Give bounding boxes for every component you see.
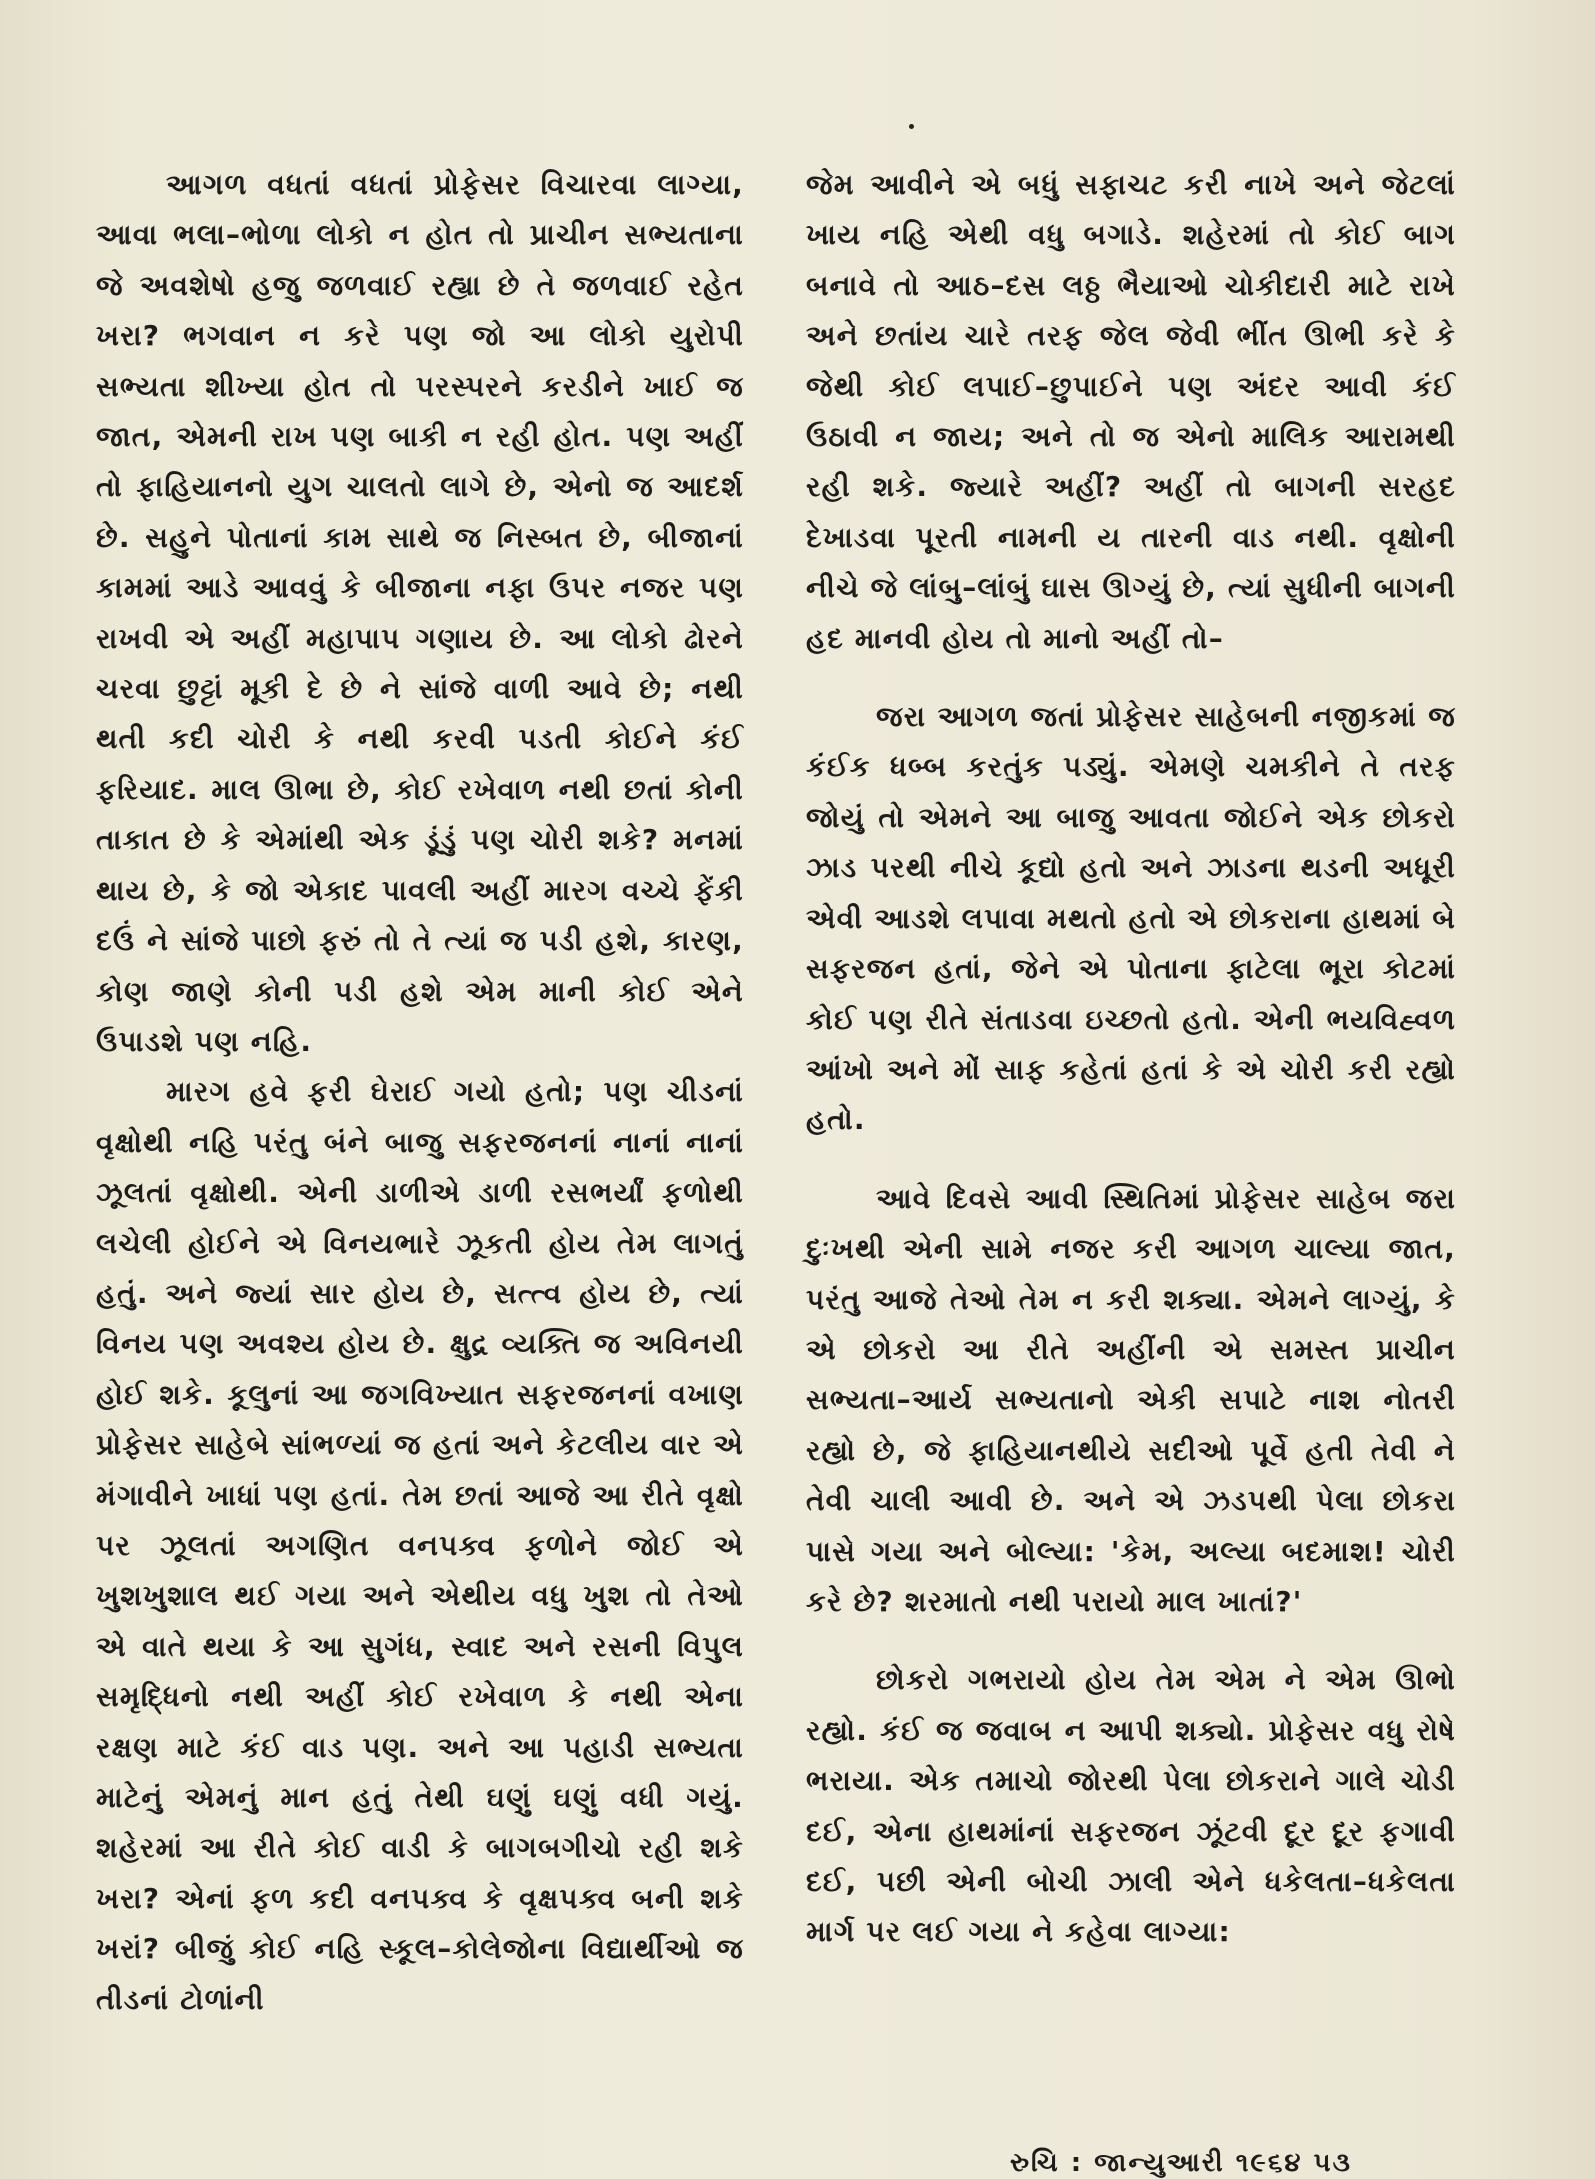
paragraph: આવે દિવસે આવી સ્થિતિમાં પ્રોફેસર સાહેબ જરા દુઃખથી એની સામે નજર કરી આગળ ચાલ્યા જાત, પરંતુ આજે તેઓ તેમ ન કરી શક્યા. એમને લાગ્યું, કે એ છોકરો આ રીતે અહીંની એ સમસ્ત પ્રાચીન સભ્યતા–આર્ય સભ્યતાનો એકી સપાટે નાશ નોતરી રહ્યો છે, જે ફાહિયાનથીયે સદીઓ પૂર્વે હતી તેવી ને તેવી ચાલી આવી છે. અને એ ઝડપથી પેલા છોકરા પાસે ગયા અને બોલ્યા: 'કેમ, અલ્યા બદમાશ! ચોરી કરે છે? શરમાતો નથી પરાયો માલ ખાતાં?' [806, 1181, 1456, 1618]
paragraph: મારગ હવે ફરી ઘેરાઈ ગયો હતો; પણ ચીડનાં વૃક્ષોથી નહિ પરંતુ બંને બાજુ સફરજનનાં નાનાં નાનાં ઝૂલતાં વૃક્ષોથી. એની ડાળીએ ડાળી રસભર્યાં ફળોથી લચેલી હોઈને એ વિનયભારે ઝૂકતી હોય તેમ લાગતું હતું. અને જ્યાં સાર હોય છે, સત્ત્વ હોય છે, ત્યાં વિનય પણ અવશ્ય હોય છે. ક્ષુદ્ર વ્યક્તિ જ અવિનયી હોઈ શકે. કૂલુનાં આ જગવિખ્યાત સફરજનનાં વખાણ પ્રોફેસર સાહેબે સાંભળ્યાં જ હતાં અને કેટલીય વાર એ મંગાવીને ખાધાં પણ હતાં. તેમ છતાં આજે આ રીતે વૃક્ષો પર ઝૂલતાં અગણિત વનપક્વ ફળોને જોઈ એ ખુશખુશાલ થઈ ગયા અને એથીય વધુ ખુશ તો તેઓ એ વાતે થયા કે આ સુગંધ, સ્વાદ અને રસની વિપુલ સમૃદ્ધિનો નથી અહીં કોઈ રખેવાળ કે નથી એના રક્ષણ માટે કંઈ વાડ પણ. અને આ પહાડી સભ્યતા માટેનું એમનું માન હતું તેથી ઘણું ઘણું વધી ગયું. શહેરમાં આ રીતે કોઈ વાડી કે બાગબગીચો રહી શકે ખરા? એનાં ફળ કદી વનપક્વ કે વૃક્ષપક્વ બની શકે ખરાં? બીજું કોઈ નહિ સ્કૂલ–કોલેજોના વિદ્યાર્થીઓ જ તીડનાં ટોળાંની [96, 1075, 744, 2016]
paragraph: આગળ વધતાં વધતાં પ્રોફેસર વિચારવા લાગ્યા, આવા ભલા–ભોળા લોકો ન હોત તો પ્રાચીન સભ્યતાના જે અવશેષો હજુ જળવાઈ રહ્યા છે તે જળવાઈ રહેત ખરા? ભગવાન ન કરે પણ જો આ લોકો યુરોપી સભ્યતા શીખ્યા હોત તો પરસ્પરને કરડીને ખાઈ જ જાત, એમની રાખ પણ બાકી ન રહી હોત. પણ અહીં તો ફાહિયાનનો યુગ ચાલતો લાગે છે, એનો જ આદર્શ છે. સહુને પોતાનાં કામ સાથે જ નિસ્બત છે, બીજાનાં કામમાં આડે આવવું કે બીજાના નફા ઉપર નજર પણ રાખવી એ અહીં મહાપાપ ગણાય છે. આ લોકો ઢોરને ચરવા છુટ્ટાં મૂકી દે છે ને સાંજે વાળી આવે છે; નથી થતી કદી ચોરી કે નથી કરવી પડતી કોઈને કંઈ ફરિયાદ. માલ ઊભા છે, કોઈ રખેવાળ નથી છતાં કોની તાકાત છે કે એમાંથી એક ડૂંડું પણ ચોરી શકે? મનમાં થાય છે, કે જો એકાદ પાવલી અહીં મારગ વચ્ચે ફેંકી દઉં ને સાંજે પાછો ફરું તો તે ત્યાં જ પડી હશે, કારણ, કોણ જાણે કોની પડી હશે એમ માની કોઈ એને ઉપાડશે પણ નહિ. [96, 168, 744, 1058]
paragraph: જેમ આવીને એ બધું સફાચટ કરી નાખે અને જેટલાં ખાય નહિ એથી વધુ બગાડે. શહેરમાં તો કોઈ બાગ બનાવે તો આઠ–દસ લઠ્ઠ ભૈયાઓ ચોકીદારી માટે રાખે અને છતાંય ચારે તરફ જેલ જેવી ભીંત ઊભી કરે કે જેથી કોઈ લપાઈ–છુપાઈને પણ અંદર આવી કંઈ ઉઠાવી ન જાય; અને તો જ એનો માલિક આરામથી રહી શકે. જ્યારે અહીં? અહીં તો બાગની સરહદ દેખાડવા પૂરતી નામની ય તારની વાડ નથી. વૃક્ષોની નીચે જે લાંબુ–લાંબું ઘાસ ઊગ્યું છે, ત્યાં સુધીની બાગની હદ માનવી હોય તો માનો અહીં તો– [806, 168, 1456, 655]
page-footer: રુચિ : જાન્યુઆરી ૧૯૬૪ ૫૩ [1010, 2148, 1352, 2178]
paragraph: જરા આગળ જતાં પ્રોફેસર સાહેબની નજીકમાં જ કંઈક ધબ્બ કરતુંક પડ્યું. એમણે ચમકીને તે તરફ જોયું તો એમને આ બાજુ આવતા જોઈને એક છોકરો ઝાડ પરથી નીચે કૂદ્યો હતો અને ઝાડના થડની અધૂરી એવી આડશે લપાવા મથતો હતો એ છોકરાના હાથમાં બે સફરજન હતાં, જેને એ પોતાના ફાટેલા ભૂરા કોટમાં કોઈ પણ રીતે સંતાડવા ઇચ્છતો હતો. એની ભયવિહ્વળ આંખો અને મોં સાફ કહેતાં હતાં કે એ ચોરી કરી રહ્યો હતો. [806, 700, 1456, 1137]
printer-dot [909, 124, 914, 129]
right-column [806, 160, 1456, 1958]
left-column [96, 160, 744, 2025]
paragraph: છોકરો ગભરાયો હોય તેમ એમ ને એમ ઊભો રહ્યો. કંઈ જ જવાબ ન આપી શક્યો. પ્રોફેસર વધુ રોષે ભરાયા. એક તમાચો જોરથી પેલા છોકરાને ગાલે ચોડી દઈ, એના હાથમાંનાં સફરજન ઝૂંટવી દૂર દૂર ફગાવી દઈ, પછી એની બોચી ઝાલી એને ધકેલતા–ધકેલતા માર્ગ પર લઈ ગયા ને કહેવા લાગ્યા: [806, 1663, 1456, 1949]
